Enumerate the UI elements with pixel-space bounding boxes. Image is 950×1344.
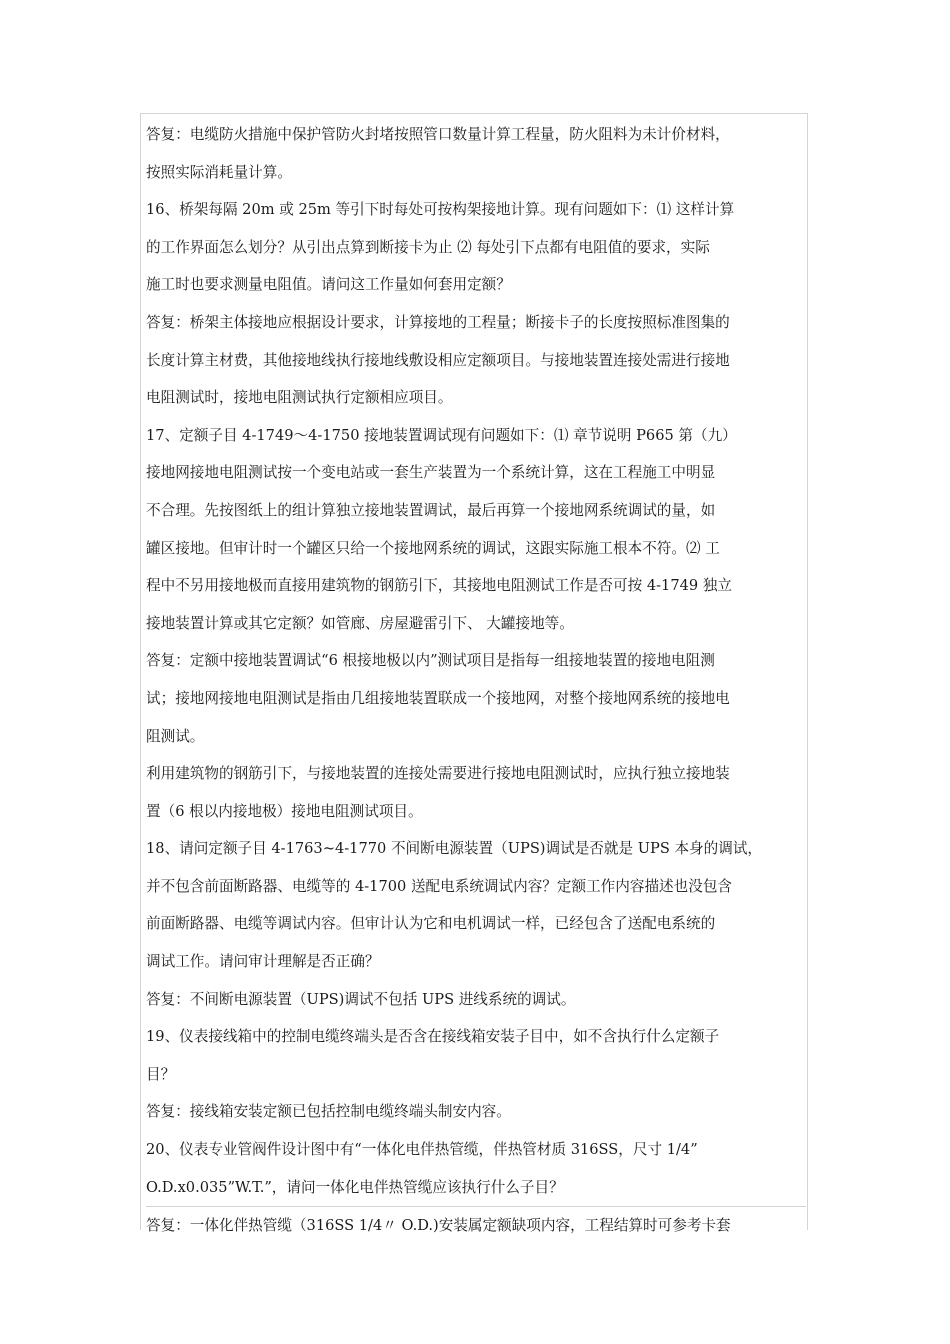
answer-text: 电阻测试时，接地电阻测试执行定额相应项目。 (146, 389, 453, 407)
question-19: 19、仪表接线箱中的控制电缆终端头是否含在接线箱安装子目中，如不含执行什么定额子 (146, 1028, 720, 1046)
document-body (146, 116, 806, 1245)
question-17: 17、定额子目 4-1749～4-1750 接地装置调试现有问题如下：⑴ 章节说明 P665 第（九） (146, 426, 737, 444)
answer-16: 答复：桥架主体接地应根据设计要求，计算接地的工程量；断接卡子的长度按照标准图集的 (146, 313, 730, 331)
answer-text: 答复：电缆防火措施中保护管防火封堵按照管口数量计算工程量，防火阻料为未计价材料， (146, 126, 730, 143)
answer-text: 长度计算主材费，其他接地线执行接地线敷设相应定额项目。与接地装置连接处需进行接地 (146, 351, 730, 369)
question-text: 调试工作。请问审计理解是否正确？ (146, 953, 380, 971)
answer-text: 利用建筑物的钢筋引下，与接地装置的连接处需要进行接地电阻测试时，应执行独立接地装 (146, 765, 730, 783)
answer-text: 阻测试。 (146, 727, 205, 745)
question-16: 16、桥架每隔 20m 或 25m 等引下时每处可按构架接地计算。现有问题如下：⑴ 这样计算 (146, 201, 735, 219)
answer-19: 答复：接线箱安装定额已包括控制电缆终端头制安内容。 (146, 1103, 511, 1121)
question-text: 前面断路器、电缆等调试内容。但审计认为它和电机调试一样，已经包含了送配电系统的 (146, 915, 716, 933)
question-text: 罐区接地。但审计时一个罐区只给一个接地网系统的调试，这跟实际施工根本不符。⑵ 工 (146, 539, 720, 557)
question-text: 不合理。先按图纸上的组计算独立接地装置调试，最后再算一个接地网系统调试的量，如 (146, 501, 716, 519)
answer-text: 置（6 根以内接地极）接地电阻测试项目。 (146, 802, 423, 820)
question-text: 施工时也要求测量电阻值。请问这工作量如何套用定额？ (146, 276, 511, 294)
answer-17: 答复：定额中接地装置调试“6 根接地极以内”测试项目是指每一组接地装置的接地电阻测 (146, 652, 715, 670)
answer-20: 答复：一体化伴热管缆（316SS 1/4〃 O.D.)安装属定额缺项内容，工程结算时可参考卡套 (146, 1206, 806, 1245)
question-text: 程中不另用接地极而直接用建筑物的钢筋引下，其接地电阻测试工作是否可按 4-1749 独立 (146, 577, 733, 595)
answer-text: 按照实际消耗量计算。 (146, 163, 292, 181)
question-18: 18、请问定额子目 4-1763~4-1770 不间断电源装置（UPS)调试是否就是 UPS 本身的调试， (146, 840, 763, 858)
question-text: 的工作界面怎么划分？从引出点算到断接卡为止 ⑵ 每处引下点都有电阻值的要求，实际 (146, 238, 710, 256)
question-text: 接地网接地电阻测试按一个变电站或一套生产装置为一个系统计算，这在工程施工中明显 (146, 464, 716, 482)
answer-text: 试；接地网接地电阻测试是指由几组接地装置联成一个接地网，对整个接地网系统的接地电 (146, 689, 730, 707)
question-text: 接地装置计算或其它定额？如管廊、房屋避雷引下、 大罐接地等。 (146, 614, 574, 632)
question-text: 目？ (146, 1065, 176, 1083)
question-text: O.D.x0.035”W.T.”，请问一体化电伴热管缆应该执行什么子目？ (146, 1178, 564, 1196)
question-text: 并不包含前面断路器、电缆等的 4-1700 送配电系统调试内容？定额工作内容描述也没包含 (146, 877, 733, 895)
question-20: 20、仪表专业管阀件设计图中有“一体化电伴热管缆，伴热管材质 316SS，尺寸 1/4” (146, 1141, 698, 1159)
answer-18: 答复：不间断电源装置（UPS)调试不包括 UPS 进线系统的调试。 (146, 990, 576, 1008)
